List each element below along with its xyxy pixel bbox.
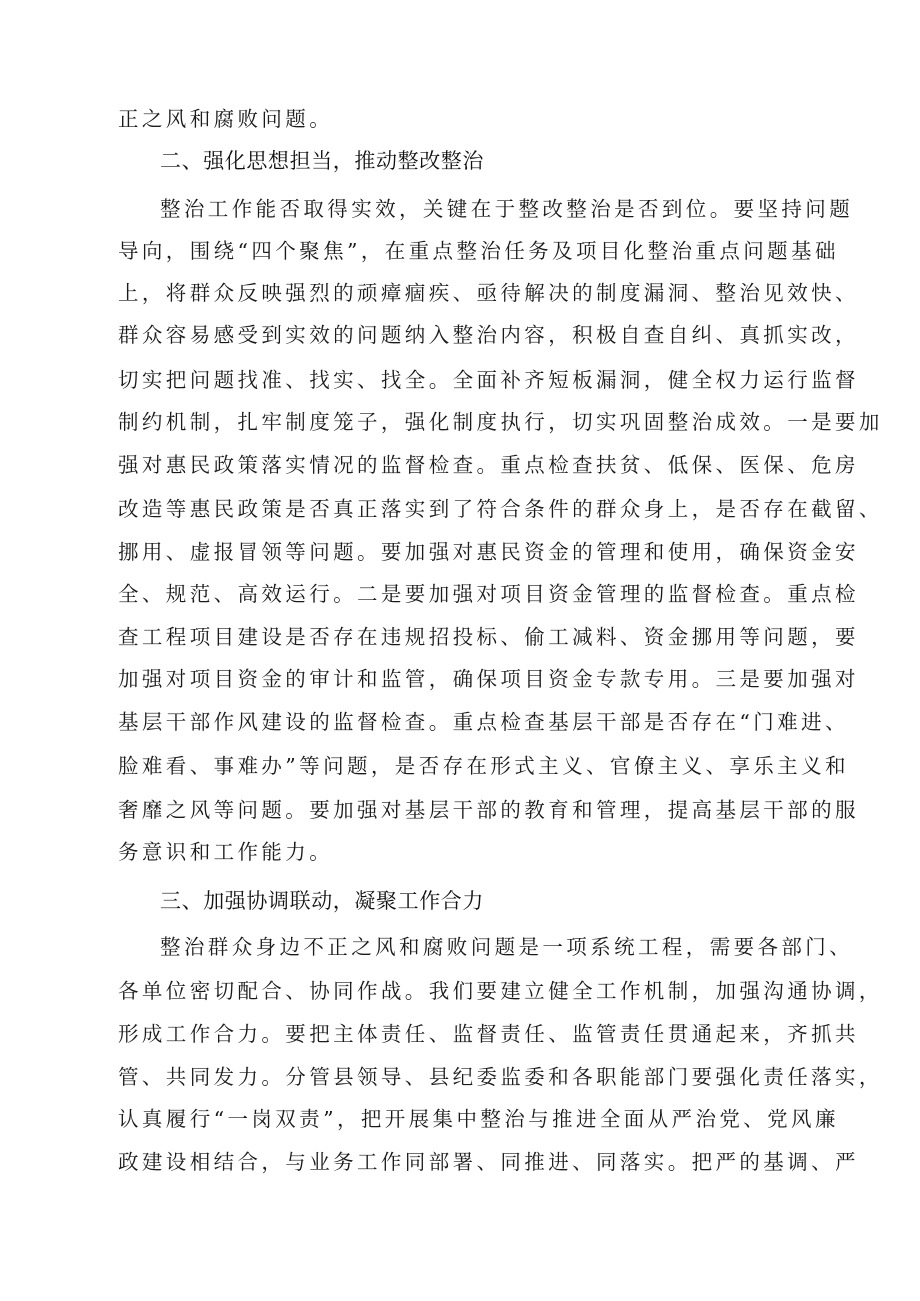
paragraph-line: 全、规范、高效运行。二是要加强对项目资金管理的监督检查。重点检	[118, 582, 859, 606]
paragraph-line: 强对惠民政策落实情况的监督检查。重点检查扶贫、低保、医保、危房	[118, 453, 859, 477]
paragraph-line: 挪用、虚报冒领等问题。要加强对惠民资金的管理和使用，确保资金安	[118, 540, 859, 564]
section-heading-3: 三、加强协调联动，凝聚工作合力	[160, 889, 484, 913]
paragraph-line: 认真履行“一岗双责”，把开展集中整治与推进全面从严治党、党风廉	[118, 1107, 839, 1131]
paragraph-line: 群众容易感受到实效的问题纳入整治内容，积极自查自纠、真抓实改，	[118, 323, 859, 347]
paragraph-line: 上，将群众反映强烈的顽瘴痼疾、亟待解决的制度漏洞、整治见效快、	[118, 281, 859, 305]
paragraph-line: 导向，围绕“四个聚焦”，在重点整治任务及项目化整治重点问题基础	[118, 239, 839, 263]
paragraph-line: 查工程项目建设是否存在违规招投标、偷工减料、资金挪用等问题，要	[118, 625, 859, 649]
paragraph-line: 奢靡之风等问题。要加强对基层干部的教育和管理，提高基层干部的服	[118, 798, 859, 822]
paragraph-line: 切实把问题找准、找实、找全。全面补齐短板漏洞，健全权力运行监督	[118, 368, 859, 392]
paragraph-line: 务意识和工作能力。	[118, 840, 334, 864]
paragraph-line: 制约机制，扎牢制度笼子，强化制度执行，切实巩固整治成效。一是要加	[118, 410, 883, 434]
paragraph-line: 政建设相结合，与业务工作同部署、同推进、同落实。把严的基调、严	[118, 1150, 859, 1174]
paragraph-line: 整治工作能否取得实效，关键在于整改整治是否到位。要坚持问题	[160, 197, 854, 221]
paragraph-line: 整治群众身边不正之风和腐败问题是一项系统工程，需要各部门、	[160, 935, 854, 959]
section-heading-2: 二、强化思想担当，推动整改整治	[160, 149, 484, 173]
paragraph-line: 形成工作合力。要把主体责任、监督责任、监管责任贯通起来，齐抓共	[118, 1022, 859, 1046]
paragraph-line: 加强对项目资金的审计和监管，确保项目资金专款专用。三是要加强对	[118, 667, 859, 691]
paragraph-line: 改造等惠民政策是否真正落实到了符合条件的群众身上，是否存在截留、	[118, 497, 883, 521]
paragraph-line: 正之风和腐败问题。	[118, 107, 334, 131]
paragraph-line: 脸难看、事难办”等问题，是否存在形式主义、官僚主义、享乐主义和	[118, 754, 849, 778]
paragraph-line: 各单位密切配合、协同作战。我们要建立健全工作机制，加强沟通协调，	[118, 979, 883, 1003]
paragraph-line: 管、共同发力。分管县领导、县纪委监委和各职能部门要强化责任落实，	[118, 1065, 883, 1089]
paragraph-line: 基层干部作风建设的监督检查。重点检查基层干部是否存在“门难进、	[118, 710, 849, 734]
